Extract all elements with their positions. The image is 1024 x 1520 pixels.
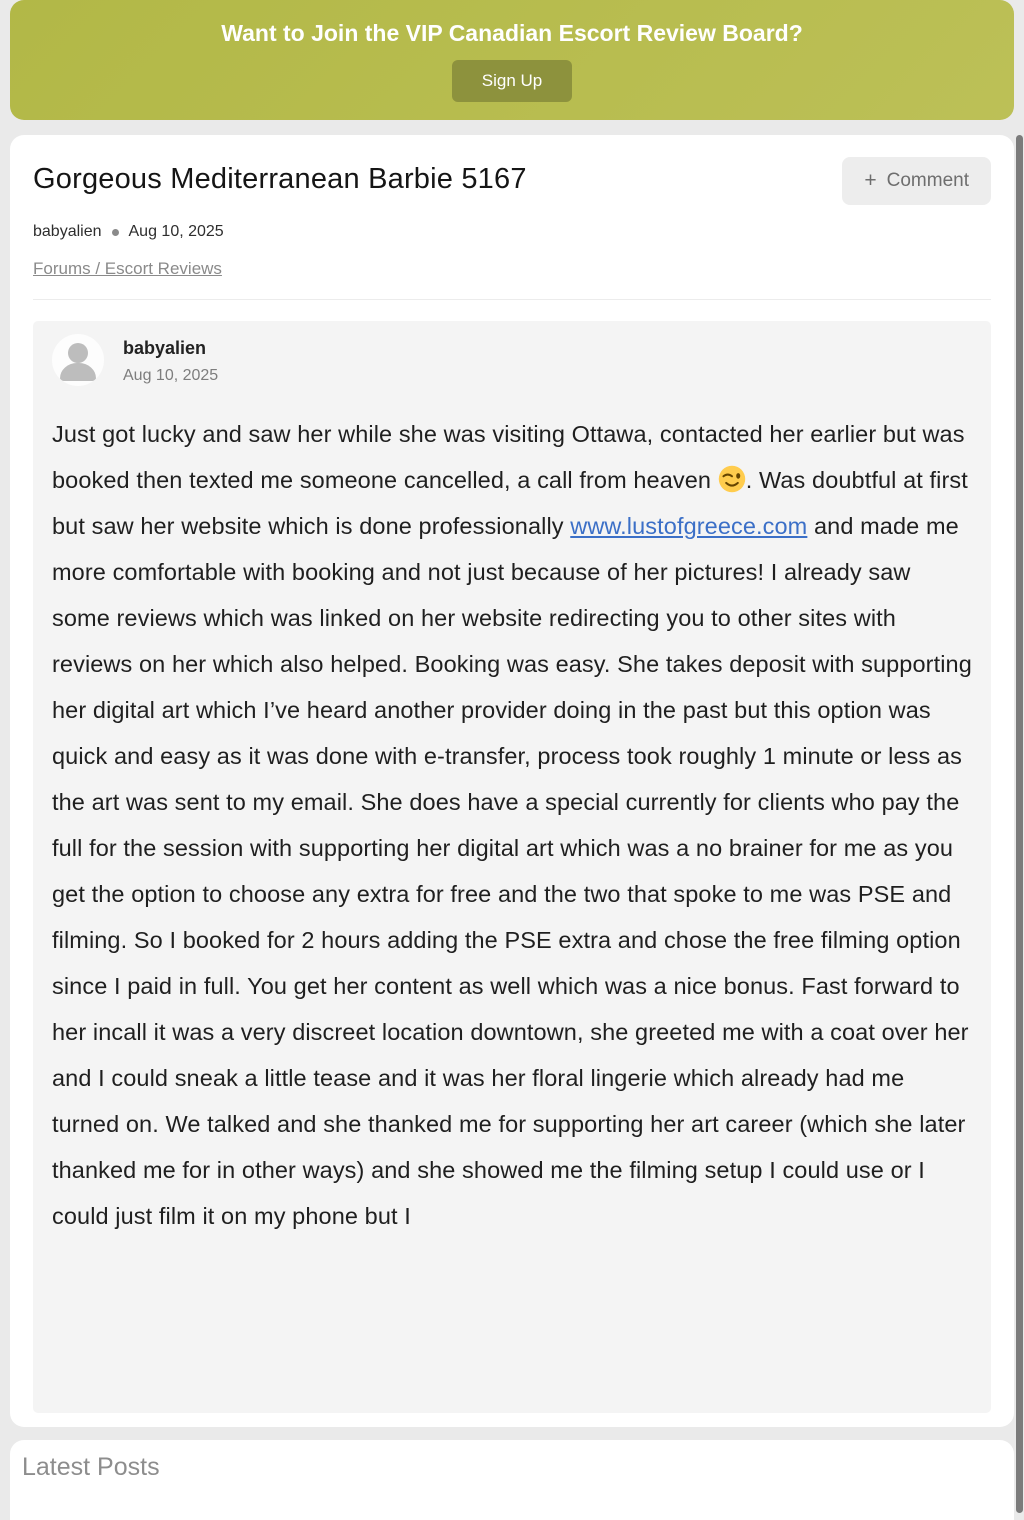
post-author: babyalien bbox=[123, 338, 207, 358]
thread-author: babyalien bbox=[33, 223, 102, 240]
signup-button[interactable]: Sign Up bbox=[452, 60, 572, 102]
post-text-3: and made me more comfortable with booking and not just because of her pictures! I already saw some reviews which was linked on her website redirecting you to other sites with reviews on her which also helped. Booking was easy. She takes deposit with supporting her digital art which I’ve heard another provider doing in the past but this option was quick and easy as it was done with e-transfer, process took roughly 1 minute or less as the art was sent to my email. She does have a special currently for clients who pay the full for the session with supporting her digital art which was a no brainer for me as you get the option to choose any extra for free and the two that spoke to me was PSE and filming. So I booked for 2 hours adding the PSE extra and chose the free filming option since I paid in full. You get her content as well which was a nice bonus. Fast forward to her incall it was a very discreet location downtown, she greeted me with a coat over her and I could sneak a little tease and it was her floral lingerie which already had me turned on. We talked and she thanked me for supporting her art career (which she later thanked me for in other ways) and she showed me the filming setup I could use or I could just film it on my phone but I bbox=[52, 513, 972, 1229]
user-avatar-icon bbox=[52, 334, 104, 386]
website-link[interactable]: www.lustofgreece.com bbox=[570, 513, 808, 539]
post-card bbox=[33, 321, 991, 1413]
wink-emoji-icon bbox=[718, 467, 746, 493]
vip-promo-banner bbox=[10, 0, 1014, 120]
post-text-1: Just got lucky and saw her while she was visiting Ottawa, contacted her earlier but was booked then texted me someone cancelled, a call from heaven bbox=[52, 421, 965, 493]
dot-separator-icon bbox=[112, 229, 119, 236]
thread-card bbox=[10, 135, 1014, 1427]
divider bbox=[33, 299, 991, 300]
thread-header bbox=[33, 161, 991, 205]
thread-meta bbox=[33, 223, 991, 241]
thread-title: Gorgeous Mediterranean Barbie 5167 bbox=[33, 163, 527, 195]
post-header bbox=[52, 334, 972, 386]
latest-posts-heading: Latest Posts bbox=[22, 1453, 160, 1481]
plus-icon: + bbox=[864, 169, 877, 192]
banner-heading: Want to Join the VIP Canadian Escort Review Board? bbox=[221, 20, 803, 46]
breadcrumb[interactable]: Forums / Escort Reviews bbox=[33, 259, 222, 278]
scrollbar-thumb[interactable] bbox=[1016, 135, 1023, 1513]
comment-button-label: Comment bbox=[886, 170, 969, 191]
post-body bbox=[52, 411, 972, 1239]
latest-posts-card bbox=[10, 1440, 1014, 1520]
post-date: Aug 10, 2025 bbox=[123, 367, 219, 384]
thread-date: Aug 10, 2025 bbox=[128, 223, 224, 240]
comment-button[interactable] bbox=[842, 157, 991, 205]
post-text-2: . Was doubtful at first but saw her website which is done professionally bbox=[52, 467, 968, 539]
post-author-block bbox=[123, 334, 218, 385]
